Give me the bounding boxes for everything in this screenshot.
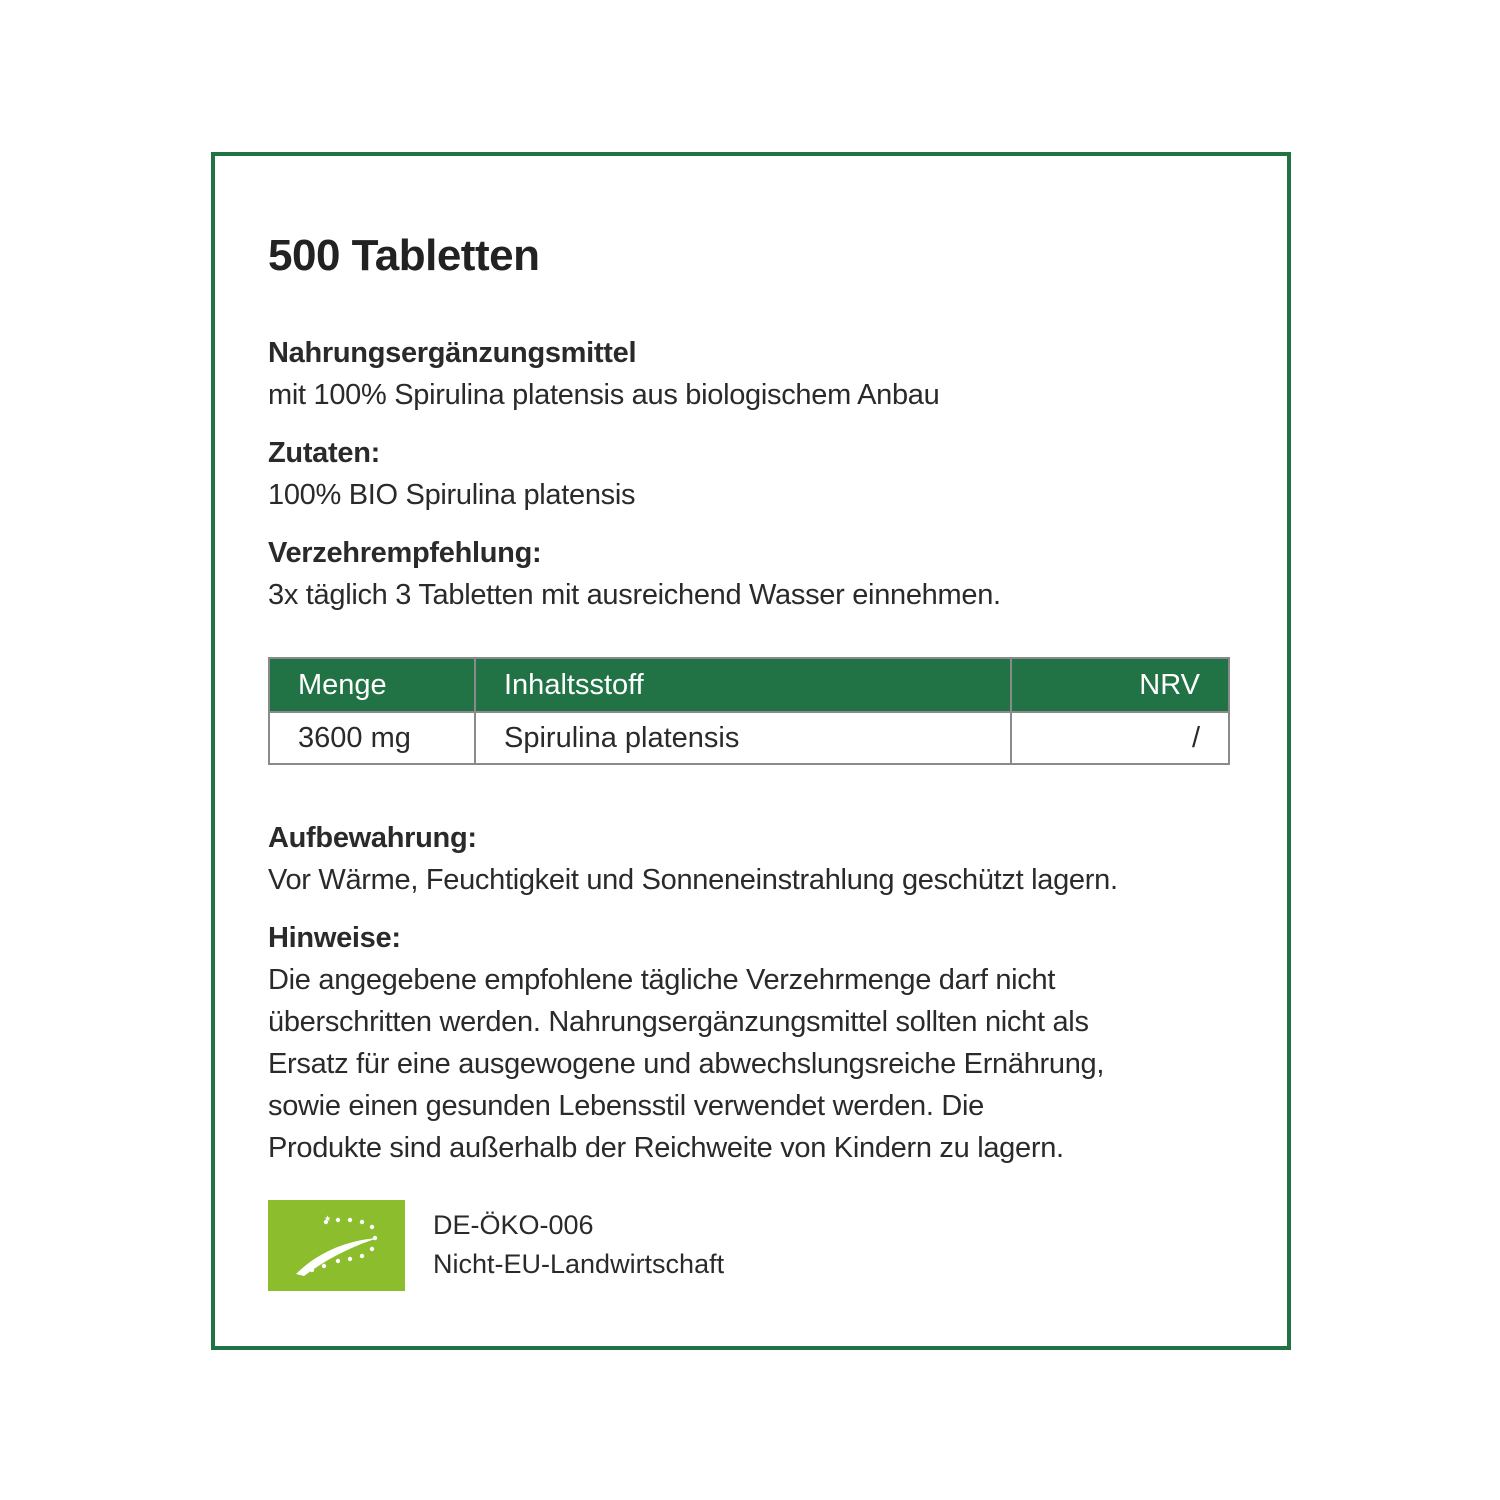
table-header-nrv: NRV (1011, 658, 1229, 712)
nutrition-table (268, 657, 1230, 765)
label-bottom-content (268, 817, 1248, 1185)
table-header-ingredient: Inhaltsstoff (475, 658, 1011, 712)
table-row (269, 712, 1229, 764)
certification-code: DE-ÖKO-006 (433, 1210, 594, 1240)
label-top-content (268, 228, 1238, 632)
notes-line: Die angegebene empfohlene tägliche Verzehrmenge darf nicht (268, 964, 1056, 996)
table-cell-ingredient: Spirulina platensis (475, 712, 1011, 764)
certification-origin: Nicht-EU-Landwirtschaft (433, 1249, 725, 1279)
section-ingredients (268, 432, 1238, 516)
table-cell-nrv: / (1011, 712, 1229, 764)
table-header-row (269, 658, 1229, 712)
page-title: 500 Tabletten (268, 231, 540, 280)
section-text: mit 100% Spirulina platensis aus biologischem Anbau (268, 379, 940, 411)
section-text: 3x täglich 3 Tabletten mit ausreichend Wasser einnehmen. (268, 579, 1001, 611)
section-label: Aufbewahrung: (268, 822, 477, 854)
notes-line: überschritten werden. Nahrungsergänzungsmittel sollten nicht als (268, 1006, 1089, 1038)
section-label: Zutaten: (268, 437, 380, 469)
notes-line: Produkte sind außerhalb der Reichweite von Kindern zu lagern. (268, 1132, 1064, 1164)
table-header-amount: Menge (269, 658, 475, 712)
table-cell-amount: 3600 mg (269, 712, 475, 764)
section-text: 100% BIO Spirulina platensis (268, 479, 636, 511)
notes-line: sowie einen gesunden Lebensstil verwendet werden. Die (268, 1090, 985, 1122)
section-notes (268, 917, 1248, 1169)
section-label: Nahrungsergänzungsmittel (268, 337, 637, 369)
certification-info (433, 1206, 724, 1284)
section-storage (268, 817, 1248, 901)
notes-line: Ersatz für eine ausgewogene und abwechslungsreiche Ernährung, (268, 1048, 1105, 1080)
section-dosage (268, 532, 1238, 616)
eu-organic-leaf-icon (268, 1200, 405, 1291)
section-label: Verzehrempfehlung: (268, 537, 542, 569)
section-label: Hinweise: (268, 922, 401, 954)
section-text: Vor Wärme, Feuchtigkeit und Sonneneinstrahlung geschützt lagern. (268, 864, 1118, 896)
section-description (268, 332, 1238, 416)
